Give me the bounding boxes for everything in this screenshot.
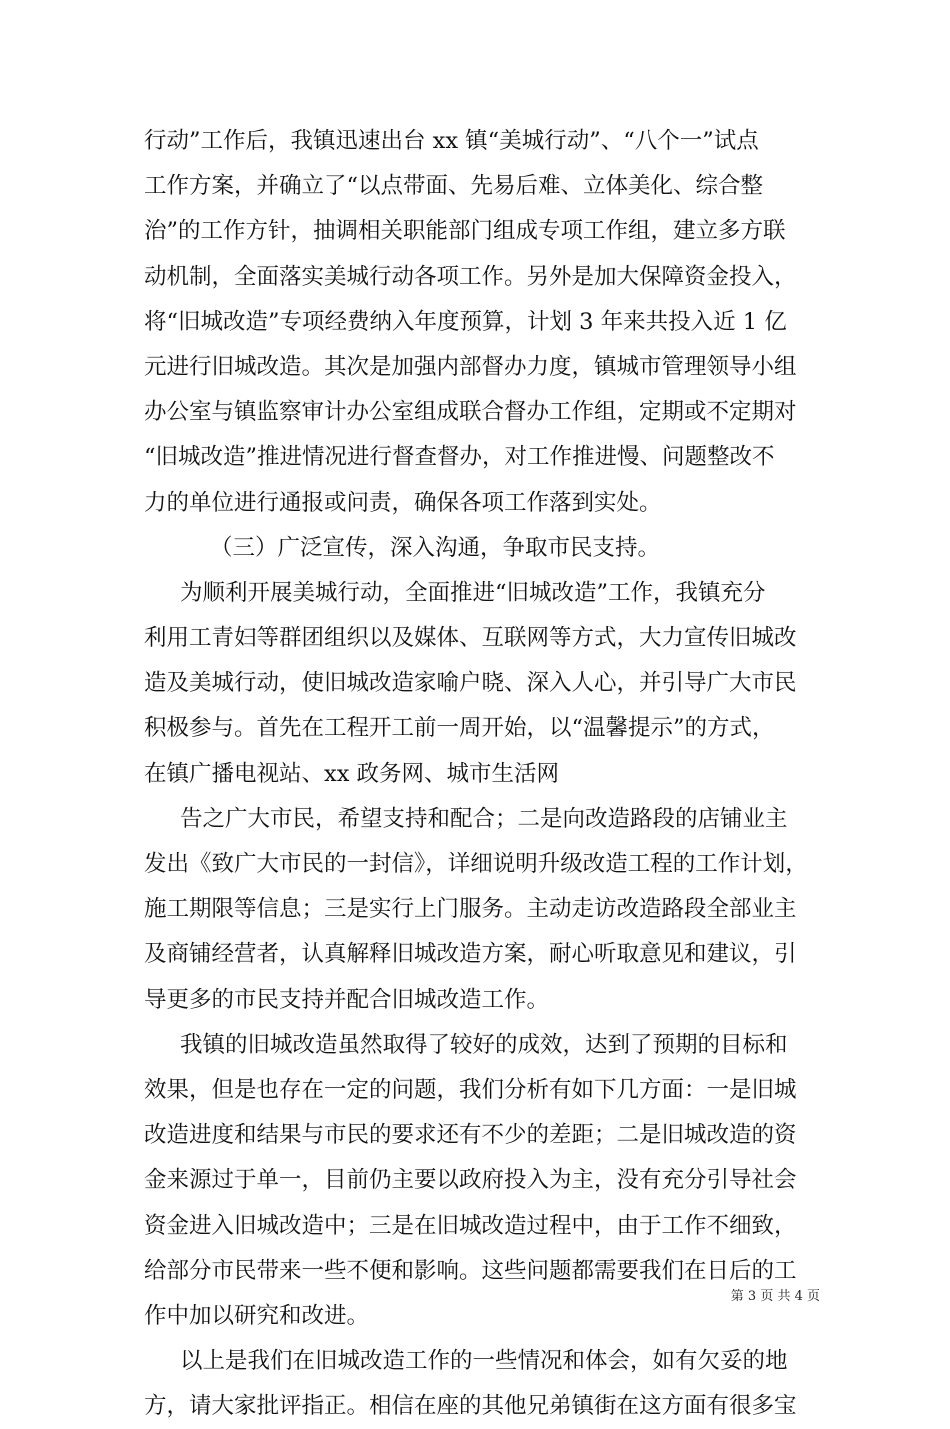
text-line: 导更多的市民支持并配合旧城改造工作。 xyxy=(144,986,550,1013)
text-line: 及商铺经营者，认真解释旧城改造方案，耐心听取意见和建议，引 xyxy=(144,941,797,968)
text-line: 造及美城行动，使旧城改造家喻户晓、深入人心，并引导广大市民 xyxy=(144,670,797,697)
text-line: 行动”工作后，我镇迅速出台 xx 镇“美城行动”、“八个一”试点 xyxy=(144,128,759,154)
paragraph-first-line: 我镇的旧城改造虽然取得了较好的成效，达到了预期的目标和 xyxy=(180,1031,788,1058)
text-line: 积极参与。首先在工程开工前一周开始，以“温馨提示”的方式， xyxy=(144,715,775,742)
text-line: 工作方案，并确立了“以点带面、先易后难、立体美化、综合整 xyxy=(144,173,764,200)
text-line: 施工期限等信息；三是实行上门服务。主动走访改造路段全部业主 xyxy=(144,896,797,923)
text-line: 治”的工作方针，抽调相关职能部门组成专项工作组，建立多方联 xyxy=(144,218,786,245)
page-number: 第 3 页 共 4 页 xyxy=(730,1289,820,1304)
paragraph-first-line: 为顺利开展美城行动，全面推进“旧城改造”工作，我镇充分 xyxy=(180,579,766,606)
paragraph-first-line: 以上是我们在旧城改造工作的一些情况和体会，如有欠妥的地 xyxy=(180,1348,788,1375)
section-heading: （三）广泛宣传，深入沟通，争取市民支持。 xyxy=(210,534,661,561)
text-line: 发出《致广大市民的一封信》，详细说明升级改造工程的工作计划， xyxy=(144,851,808,877)
text-line: 力的单位进行通报或问责，确保各项工作落到实处。 xyxy=(144,489,662,516)
text-line: 在镇广播电视站、xx 政务网、城市生活网 xyxy=(144,760,560,787)
body-text xyxy=(144,119,822,1429)
text-line: “旧城改造”推进情况进行督查督办，对工作推进慢、问题整改不 xyxy=(144,444,775,471)
text-line: 给部分市民带来一些不便和影响。这些问题都需要我们在日后的工 xyxy=(144,1257,797,1284)
text-line: 将“旧城改造”专项经费纳入年度预算，计划 3 年来共投入近 1 亿 xyxy=(144,308,787,335)
text-line: 效果，但是也存在一定的问题，我们分析有如下几方面：一是旧城 xyxy=(144,1076,797,1103)
text-line: 元进行旧城改造。其次是加强内部督办力度，镇城市管理领导小组 xyxy=(144,353,797,380)
text-line: 办公室与镇监察审计办公室组成联合督办工作组，定期或不定期对 xyxy=(144,399,797,426)
text-line: 作中加以研究和改进。 xyxy=(144,1302,370,1329)
text-line: 方，请大家批评指正。相信在座的其他兄弟镇街在这方面有很多宝 xyxy=(144,1393,797,1420)
text-line: 资金进入旧城改造中；三是在旧城改造过程中，由于工作不细致， xyxy=(144,1212,797,1239)
text-line: 动机制，全面落实美城行动各项工作。另外是加大保障资金投入， xyxy=(144,263,797,290)
paragraph-first-line: 告之广大市民，希望支持和配合；二是向改造路段的店铺业主 xyxy=(180,805,788,832)
text-line: 金来源过于单一，目前仍主要以政府投入为主，没有充分引导社会 xyxy=(144,1167,797,1194)
text-line: 利用工青妇等群团组织以及媒体、互联网等方式，大力宣传旧城改 xyxy=(144,625,797,652)
text-line: 改造进度和结果与市民的要求还有不少的差距；二是旧城改造的资 xyxy=(144,1122,797,1149)
